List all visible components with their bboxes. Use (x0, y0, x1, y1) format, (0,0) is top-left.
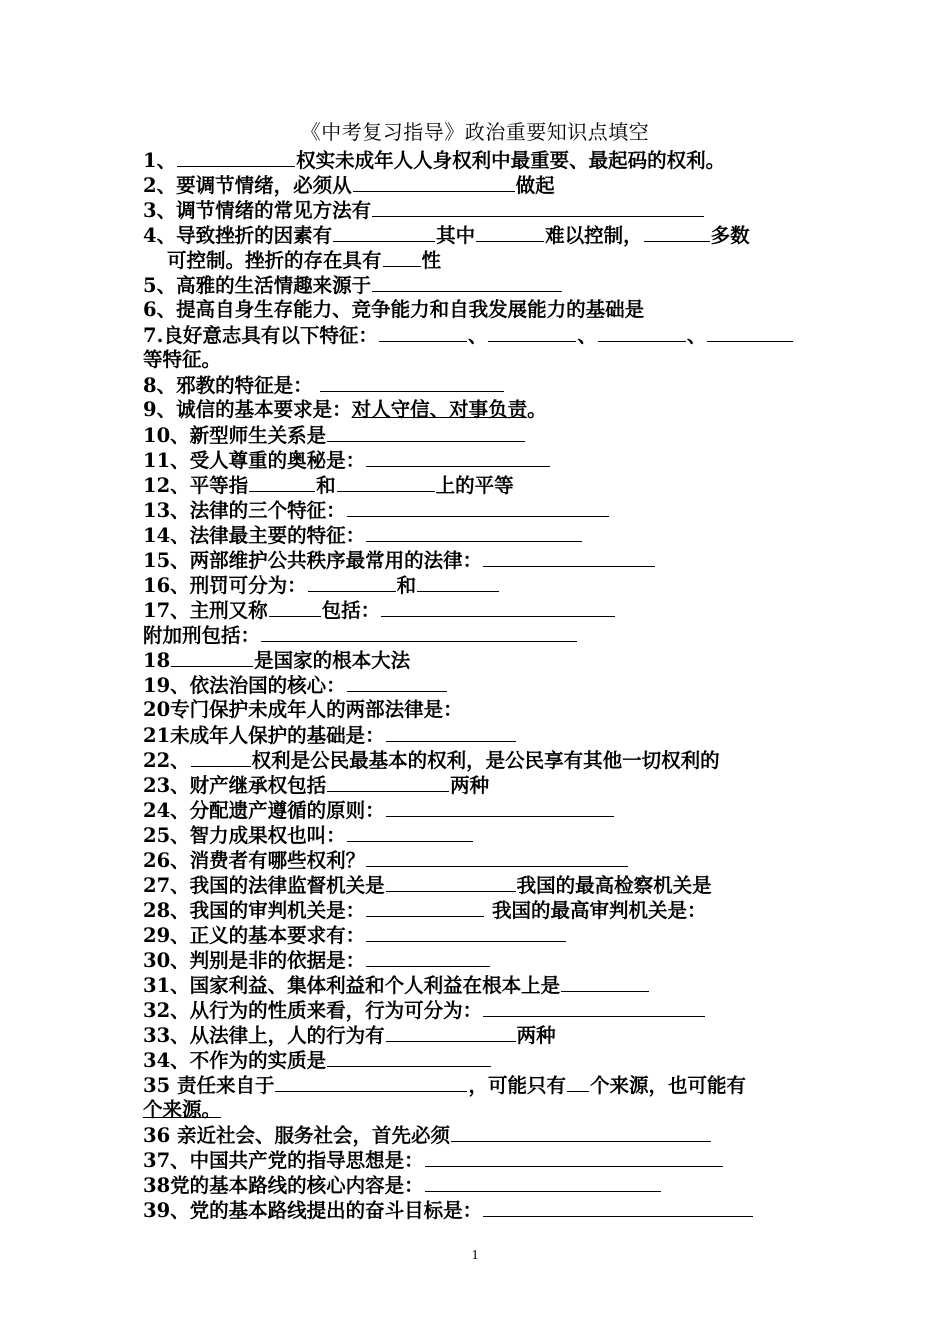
blank[interactable] (379, 323, 467, 342)
question-12: 12、平等指 和 上的平等 (143, 474, 514, 497)
blank[interactable] (337, 473, 435, 492)
blank[interactable] (598, 323, 686, 342)
question-33: 33、从法律上，人的行为有 两种 (143, 1024, 556, 1047)
blank[interactable] (249, 473, 315, 492)
blank[interactable] (177, 148, 295, 167)
blank[interactable] (347, 823, 473, 842)
blank[interactable] (451, 1123, 711, 1142)
question-16: 16、刑罚可分为： 和 (143, 573, 810, 599)
blank[interactable] (383, 248, 421, 267)
blank[interactable] (386, 798, 614, 817)
blank[interactable] (347, 498, 609, 517)
blank[interactable] (372, 273, 562, 292)
question-10: 10、新型师生关系是 (143, 423, 810, 449)
blank[interactable] (366, 898, 484, 917)
question-9: 9、诚信的基本要求是：对人守信、对事负责。 (143, 398, 547, 421)
blank[interactable] (353, 173, 515, 192)
blank[interactable] (269, 598, 321, 617)
blank[interactable] (386, 1023, 516, 1042)
question-21: 21未成年人保护的基础是： (143, 723, 810, 749)
question-32: 32、从行为的性质来看，行为可分为： (143, 998, 810, 1024)
question-4: 4、导致挫折的因素有 其中 难以控制， 多数 (143, 224, 750, 247)
blank[interactable] (366, 923, 566, 942)
blank[interactable] (417, 573, 499, 592)
blank[interactable] (366, 448, 550, 467)
blank[interactable] (327, 423, 525, 442)
question-37: 37、中国共产党的指导思想是： (143, 1148, 810, 1174)
question-7: 7.良好意志具有以下特征： 、 、 、 (143, 323, 810, 349)
blank[interactable] (386, 723, 516, 742)
question-35-continued: 个来源。 (143, 1098, 222, 1121)
blank[interactable] (171, 648, 253, 667)
question-2: 2、要调节情绪，必须从 做起 (143, 174, 555, 197)
blank[interactable] (327, 1048, 491, 1067)
blank[interactable] (707, 323, 793, 342)
question-30: 30、判别是非的依据是： (143, 948, 810, 974)
question-29: 29、正义的基本要求有： (143, 923, 810, 949)
question-34: 34、不作为的实质是 (143, 1048, 810, 1074)
question-7-continued: 等特征。 (143, 348, 222, 371)
blank[interactable] (261, 623, 577, 642)
question-27: 27、我国的法律监督机关是 我国的最高检察机关是 (143, 874, 712, 897)
blank[interactable] (366, 948, 490, 967)
question-4-continued: 可控制。挫折的存在具有 性 (167, 249, 442, 272)
question-39: 39、党的基本路线提出的奋斗目标是： (143, 1198, 810, 1224)
blank[interactable] (425, 1173, 661, 1192)
blank[interactable] (320, 373, 504, 392)
question-6: 6、提高自身生存能力、竞争能力和自我发展能力的基础是 (143, 298, 645, 321)
blank[interactable] (191, 748, 251, 767)
question-14: 14、法律最主要的特征： (143, 523, 810, 549)
blank[interactable] (476, 223, 544, 242)
blank[interactable] (366, 848, 628, 867)
question-24: 24、分配遗产遵循的原则： (143, 798, 810, 824)
question-5: 5、高雅的生活情趣来源于 (143, 273, 810, 299)
question-8: 8、邪教的特征是： (143, 373, 810, 399)
blank[interactable] (644, 223, 710, 242)
blank[interactable] (327, 773, 449, 792)
page-number: 1 (471, 1248, 479, 1263)
blank[interactable] (308, 573, 396, 592)
question-23: 23、财产继承权包括 两种 (143, 774, 490, 797)
question-28: 28、我国的审判机关是： 我国的最高审判机关是： (143, 899, 707, 922)
question-31: 31、国家利益、集体利益和个人利益在根本上是 (143, 973, 810, 999)
blank[interactable] (275, 1073, 467, 1092)
question-3: 3、调节情绪的常见方法有 (143, 198, 810, 224)
question-13: 13、法律的三个特征： (143, 498, 810, 524)
blank[interactable] (381, 598, 615, 617)
blank[interactable] (483, 548, 655, 567)
question-1: 1、 权实未成年人人身权利中最重要、最起码的权利。 (143, 149, 726, 172)
question-38: 38党的基本路线的核心内容是： (143, 1173, 810, 1199)
question-11: 11、受人尊重的奥秘是： (143, 448, 810, 474)
question-26: 26、消费者有哪些权利？ (143, 848, 810, 874)
question-17-continued: 附加刑包括： (143, 623, 810, 649)
page-title: 《中考复习指导》政治重要知识点填空 (300, 120, 650, 144)
blank[interactable] (488, 323, 576, 342)
question-15: 15、两部维护公共秩序最常用的法律： (143, 548, 810, 574)
blank[interactable] (386, 873, 516, 892)
blank[interactable] (483, 998, 705, 1017)
question-22: 22、 权利是公民最基本的权利，是公民享有其他一切权利的 (143, 749, 720, 772)
blank[interactable] (561, 973, 649, 992)
blank[interactable] (366, 523, 582, 542)
blank[interactable] (567, 1073, 589, 1092)
question-19: 19、依法治国的核心： (143, 673, 810, 699)
question-35: 35 责任来自于 ，可能只有 个来源，也可能有 (143, 1074, 746, 1097)
blank[interactable] (483, 1198, 753, 1217)
question-18: 18 是国家的根本大法 (143, 649, 411, 672)
question-17: 17、主刑又称 包括： (143, 598, 810, 624)
blank[interactable] (425, 1148, 723, 1167)
blank[interactable] (347, 673, 447, 692)
question-25: 25、智力成果权也叫： (143, 823, 810, 849)
question-20: 20专门保护未成年人的两部法律是： (143, 698, 463, 721)
blank[interactable] (333, 223, 435, 242)
question-36: 36 亲近社会、服务社会，首先必须 (143, 1123, 810, 1149)
blank[interactable] (372, 198, 704, 217)
